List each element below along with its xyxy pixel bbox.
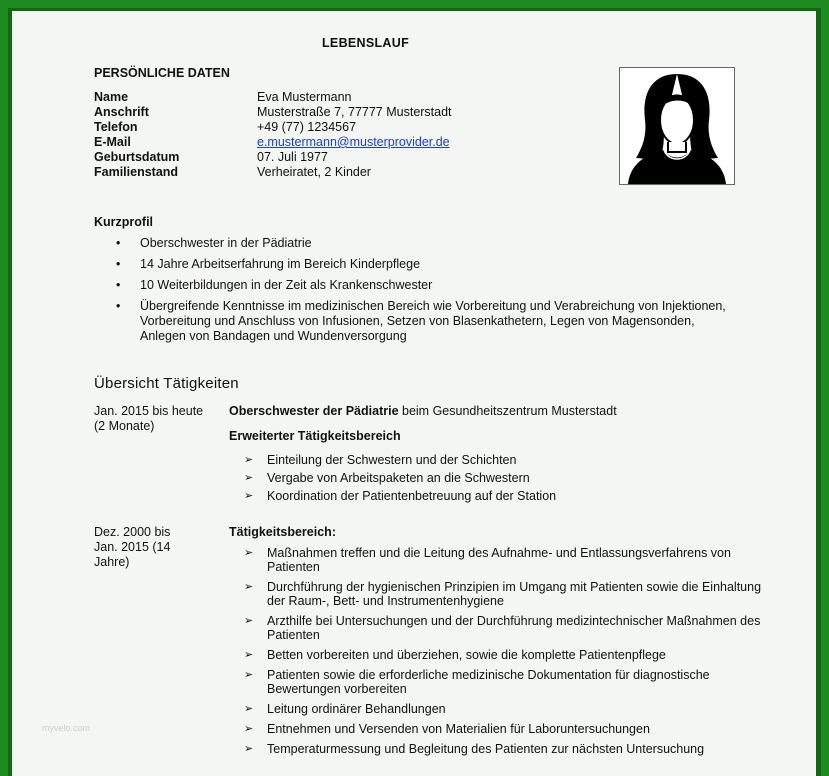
personal-label: Telefon [94, 120, 138, 134]
list-item: ➢ Betten vorbereiten und überziehen, sowie die komplette Patientenpflege [244, 648, 666, 662]
personal-value: 07. Juli 1977 [257, 150, 328, 164]
list-item: ➢ Maßnahmen treffen und die Leitung des Aufnahme- und Entlassungsverfahrens von Patienten [244, 546, 731, 574]
profile-photo [619, 67, 735, 185]
list-item: ➢ Leitung ordinärer Behandlungen [244, 702, 446, 716]
arrowhead-bullet-icon: ➢ [244, 472, 254, 484]
arrowhead-bullet-icon: ➢ [244, 581, 254, 593]
list-item: ➢ Durchführung der hygienischen Prinzipien im Umgang mit Patienten sowie die Einhaltung der Raum-, Bett- und Instrumentenhygiene [244, 580, 762, 608]
list-item: ➢ Temperaturmessung und Begleitung des Patienten zur nächsten Untersuchung [244, 742, 705, 756]
job-date: Jan. 2015 bis heute (2 Monate) [94, 404, 204, 433]
personal-label: Name [94, 90, 129, 104]
personal-data-heading: PERSÖNLICHE DATEN [94, 66, 230, 80]
activities-overview-heading: Übersicht Tätigkeiten [94, 375, 239, 392]
page-title: LEBENSLAUF [322, 36, 410, 50]
personal-label: Anschrift [94, 105, 149, 119]
job-date: Dez. 2000 bis Jan. 2015 (14 Jahre) [94, 525, 171, 569]
job-position: Oberschwester der Pädiatrie beim Gesundheitszentrum Musterstadt [229, 404, 617, 418]
arrowhead-bullet-icon: ➢ [244, 547, 254, 559]
list-item: ➢ Koordination der Patientenbetreuung auf der Station [244, 489, 557, 503]
arrowhead-bullet-icon: ➢ [244, 743, 254, 755]
list-item: • 10 Weiterbildungen in der Zeit als Krankenschwester [116, 278, 433, 292]
short-profile-list [116, 236, 766, 350]
personal-label: Familienstand [94, 165, 179, 179]
job-section-heading: Tätigkeitsbereich: [229, 525, 336, 539]
green-frame [8, 8, 821, 776]
list-item: • 14 Jahre Arbeitserfahrung im Bereich Kinderpflege [116, 257, 421, 271]
arrowhead-bullet-icon: ➢ [244, 454, 254, 466]
job-section-heading: Erweiterter Tätigkeitsbereich [229, 429, 401, 443]
task-list [244, 453, 764, 503]
list-item: ➢ Vergabe von Arbeitspaketen an die Schwestern [244, 471, 530, 485]
personal-value: Musterstraße 7, 77777 Musterstadt [257, 105, 452, 119]
watermark: myvelo.com [42, 723, 91, 733]
list-item: ➢ Arzthilfe bei Untersuchungen und der Durchführung medizintechnischer Maßnahmen des Patienten [244, 614, 761, 642]
bullet-dot-icon: • [116, 278, 121, 292]
email-link[interactable]: e.mustermann@musterprovider.de [257, 135, 450, 149]
arrowhead-bullet-icon: ➢ [244, 723, 254, 735]
personal-value: +49 (77) 1234567 [257, 120, 357, 134]
list-item: ➢ Entnehmen und Versenden von Materialien für Laboruntersuchungen [244, 722, 650, 736]
profile-silhouette-icon [620, 68, 734, 184]
list-item: • Oberschwester in der Pädiatrie [116, 236, 312, 250]
short-profile-heading: Kurzprofil [94, 215, 154, 229]
personal-value: Verheiratet, 2 Kinder [257, 165, 371, 179]
bullet-dot-icon: • [116, 299, 121, 313]
arrowhead-bullet-icon: ➢ [244, 669, 254, 681]
bullet-dot-icon: • [116, 257, 121, 271]
arrowhead-bullet-icon: ➢ [244, 649, 254, 661]
personal-label: E-Mail [94, 135, 131, 149]
list-item: • Übergreifende Kenntnisse im medizinischen Bereich wie Vorbereitung und Verabreichung von Injektionen, Vorbereitung und Anschluss von Infusionen, Setzen von Blasenkathetern, Legen von Magensonden, Anlegen von Bandagen und Wundenversorgung [116, 299, 726, 343]
task-list [244, 546, 764, 756]
bullet-dot-icon: • [116, 236, 121, 250]
arrowhead-bullet-icon: ➢ [244, 615, 254, 627]
arrowhead-bullet-icon: ➢ [244, 490, 254, 502]
personal-label: Geburtsdatum [94, 150, 180, 164]
arrowhead-bullet-icon: ➢ [244, 703, 254, 715]
list-item: ➢ Einteilung der Schwestern und der Schichten [244, 453, 517, 467]
cv-page [12, 11, 816, 776]
personal-value: Eva Mustermann [257, 90, 352, 104]
list-item: ➢ Patienten sowie die erforderliche medizinische Dokumentation für diagnostische Bewertungen vorbereiten [244, 668, 710, 696]
